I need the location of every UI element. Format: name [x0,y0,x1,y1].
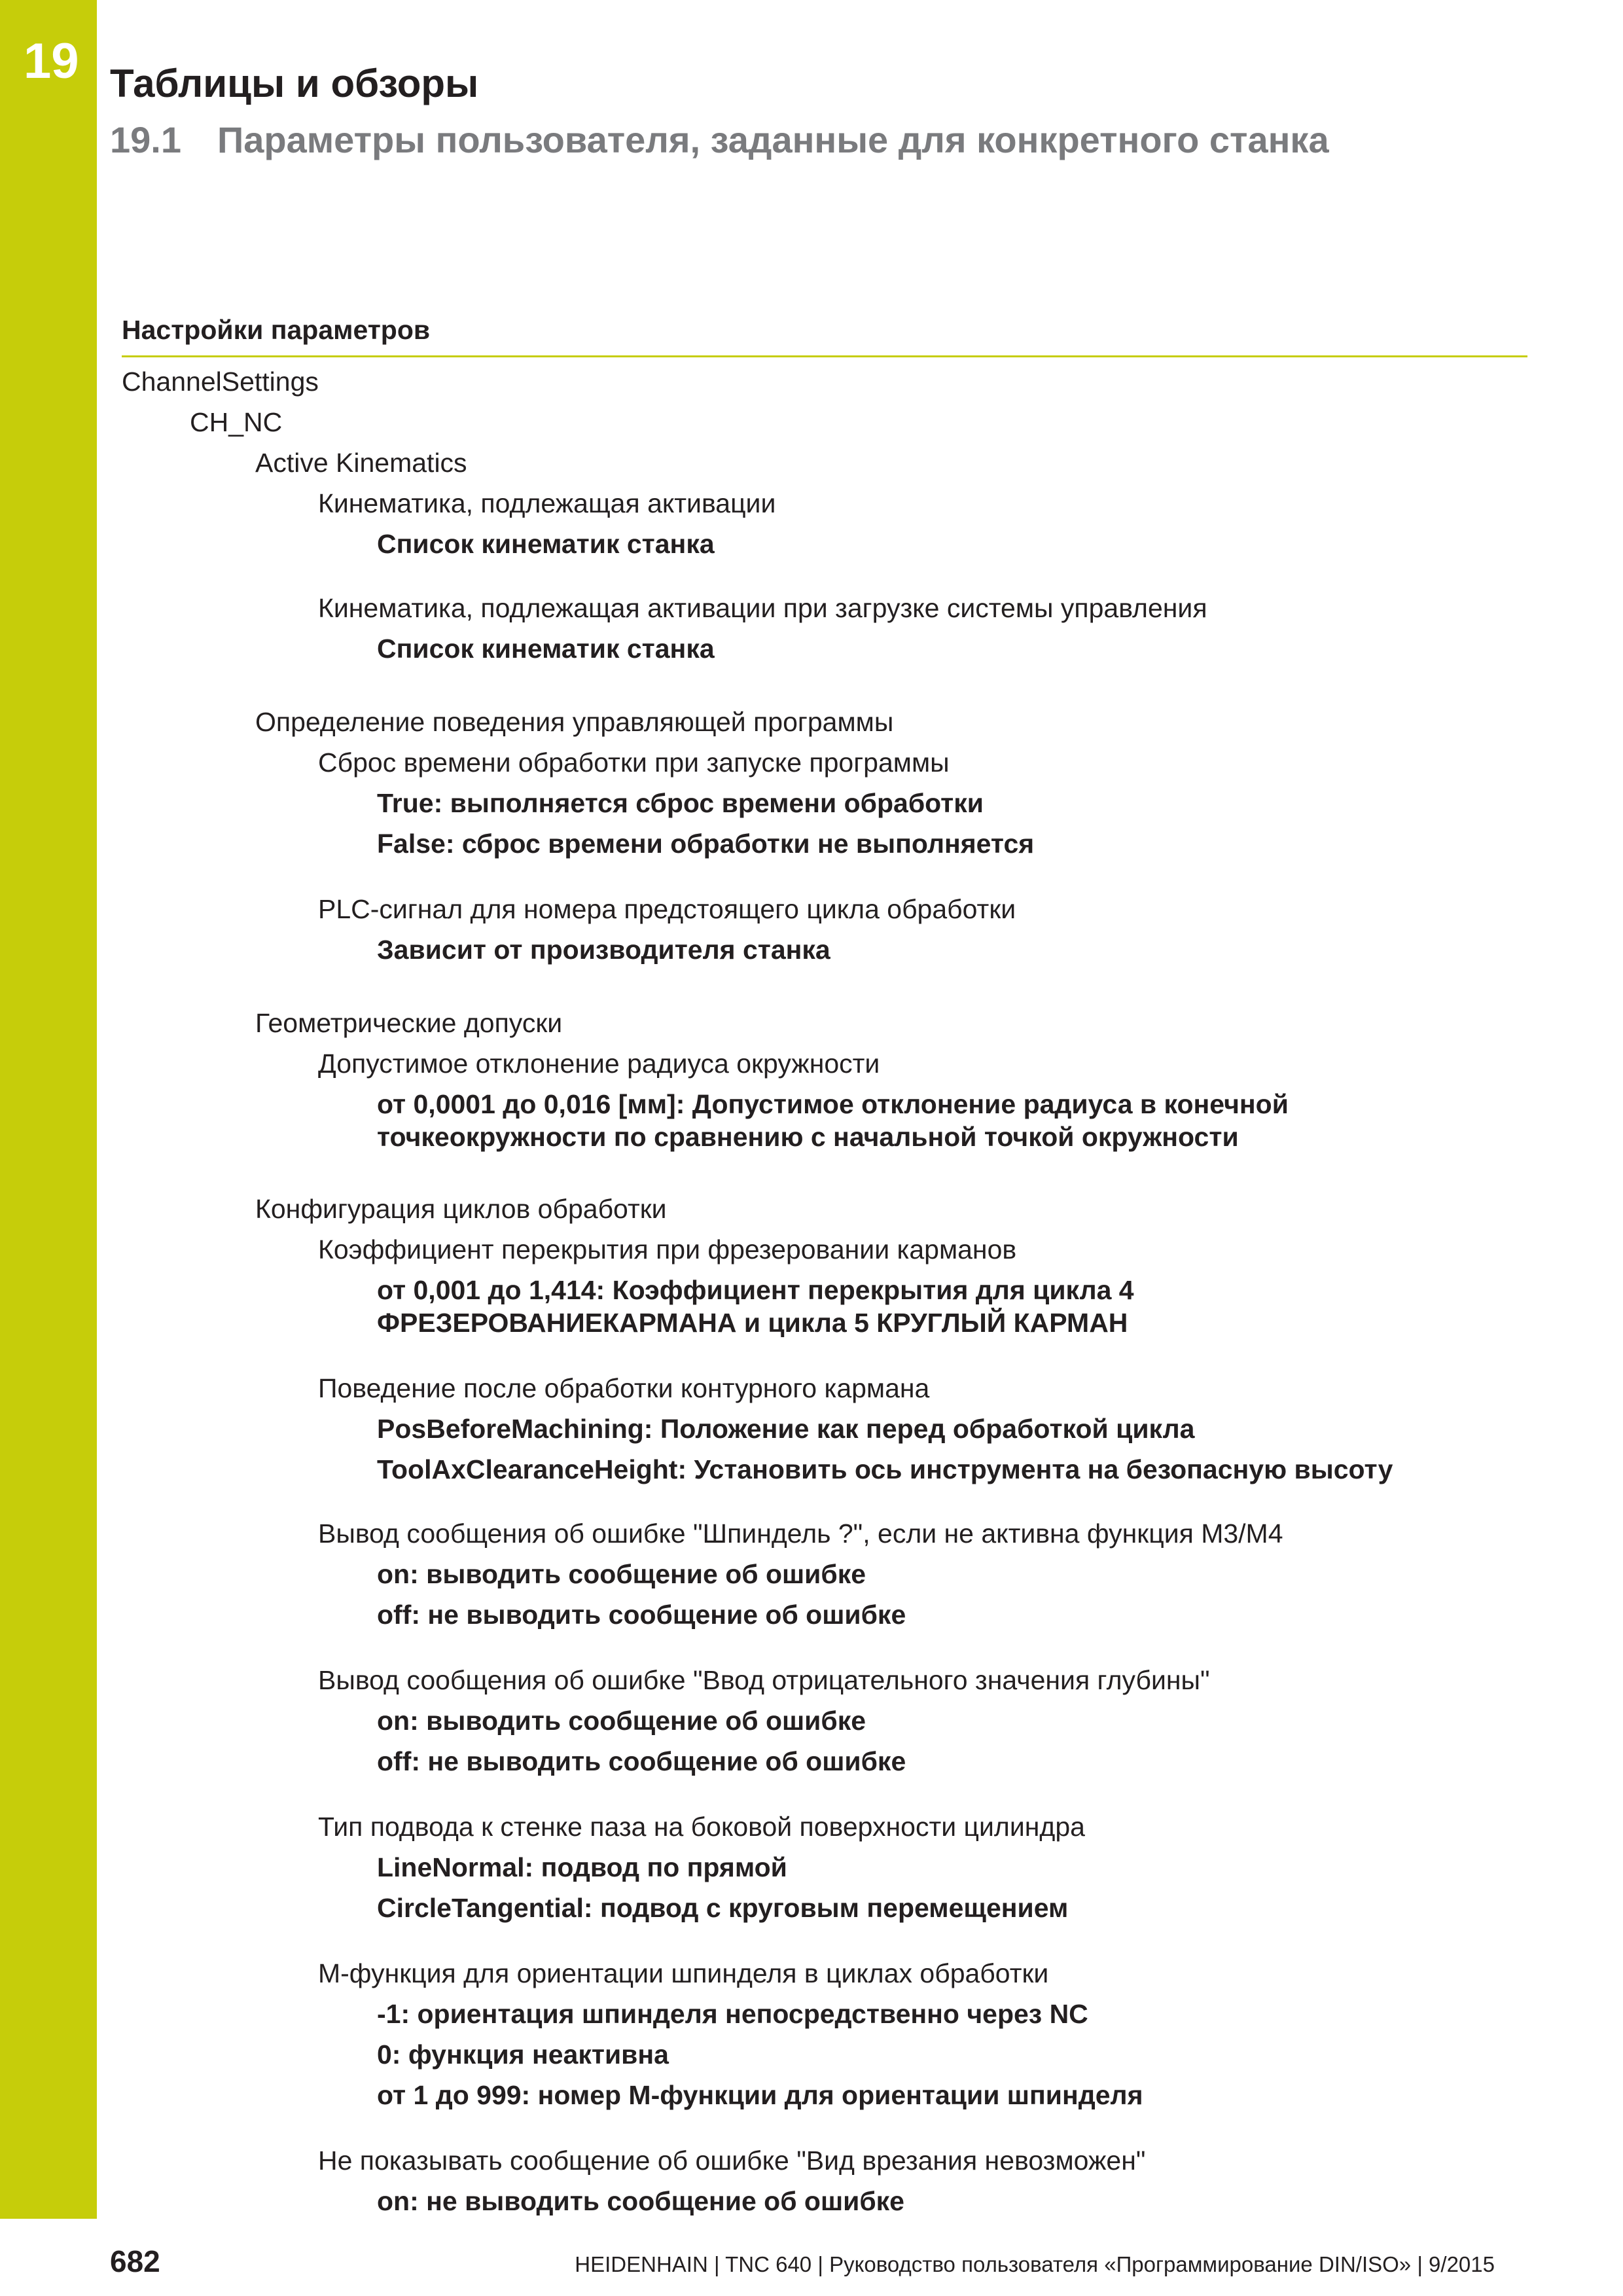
chapter-side-bar [0,0,97,2219]
param-value: False: сброс времени обработки не выполняется [377,829,1035,859]
param-value: PosBeforeMachining: Положение как перед обработкой цикла [377,1414,1195,1444]
param-name: Допустимое отклонение радиуса окружности [318,1049,880,1079]
param-value: CircleTangential: подвод с круговым перемещением [377,1893,1069,1923]
param-value: True: выполняется сброс времени обработки [377,788,984,818]
param-name: Тип подвода к стенке паза на боковой поверхности цилиндра [318,1812,1085,1842]
param-category-title: Конфигурация циклов обработки [255,1194,667,1224]
param-value: on: выводить сообщение об ошибке [377,1559,866,1589]
param-value: от 0,001 до 1,414: Коэффициент перекрытия для цикла 4 [377,1275,1134,1305]
param-value: on: не выводить сообщение об ошибке [377,2186,904,2216]
param-name: Не показывать сообщение об ошибке "Вид врезания невозможен" [318,2145,1146,2176]
param-name: Поведение после обработки контурного кармана [318,1373,930,1403]
param-value: Список кинематик станка [377,529,715,559]
param-name: M-функция для ориентации шпинделя в циклах обработки [318,1958,1049,1988]
table-heading: Настройки параметров [122,314,1527,357]
param-category-title: Определение поведения управляющей программы [255,707,894,737]
param-value: on: выводить сообщение об ошибке [377,1706,866,1736]
page-number: 682 [110,2244,160,2278]
section-title-text: Параметры пользователя, заданные для конкретного станка [217,119,1329,160]
param-category-title: Геометрические допуски [255,1008,563,1038]
param-value: LineNormal: подвод по прямой [377,1852,787,1882]
chapter-number: 19 [24,33,79,89]
param-category-title: Active Kinematics [255,448,467,478]
param-name: Коэффициент перекрытия при фрезеровании карманов [318,1234,1017,1265]
param-value-continued: ФРЕЗЕРОВАНИЕКАРМАНА и цикла 5 КРУГЛЫЙ КАРМАН [377,1308,1128,1338]
param-name: Вывод сообщения об ошибке "Шпиндель ?", если не активна функция M3/M4 [318,1518,1283,1549]
section-number: 19.1 [110,119,181,160]
param-name: Кинематика, подлежащая активации [318,488,776,518]
param-name: Сброс времени обработки при запуске программы [318,747,950,778]
param-value: off: не выводить сообщение об ошибке [377,1746,906,1776]
param-value: от 1 до 999: номер M-функции для ориентации шпинделя [377,2080,1143,2110]
param-subgroup-title: CH_NC [190,407,283,437]
param-value: -1: ориентация шпинделя непосредственно через NC [377,1999,1088,2029]
param-name: Вывод сообщения об ошибке "Ввод отрицательного значения глубины" [318,1665,1210,1695]
footer-text: HEIDENHAIN | TNC 640 | Руководство пользователя «Программирование DIN/ISO» | 9/2015 [575,2252,1495,2276]
param-name: Кинематика, подлежащая активации при загрузке системы управления [318,593,1207,623]
section-title [110,118,1329,162]
param-name: PLC-сигнал для номера предстоящего цикла обработки [318,894,1016,924]
param-value: Список кинематик станка [377,634,715,664]
param-group-title: ChannelSettings [122,367,319,397]
param-value: Зависит от производителя станка [377,935,830,965]
param-value-continued: точкеокружности по сравнению с начальной точкой окружности [377,1122,1239,1152]
param-value: 0: функция неактивна [377,2039,669,2070]
param-value: от 0,0001 до 0,016 [мм]: Допустимое отклонение радиуса в конечной [377,1089,1289,1119]
param-value: ToolAxClearanceHeight: Установить ось инструмента на безопасную высоту [377,1454,1393,1484]
chapter-title: Таблицы и обзоры [110,62,479,105]
param-value: off: не выводить сообщение об ошибке [377,1600,906,1630]
